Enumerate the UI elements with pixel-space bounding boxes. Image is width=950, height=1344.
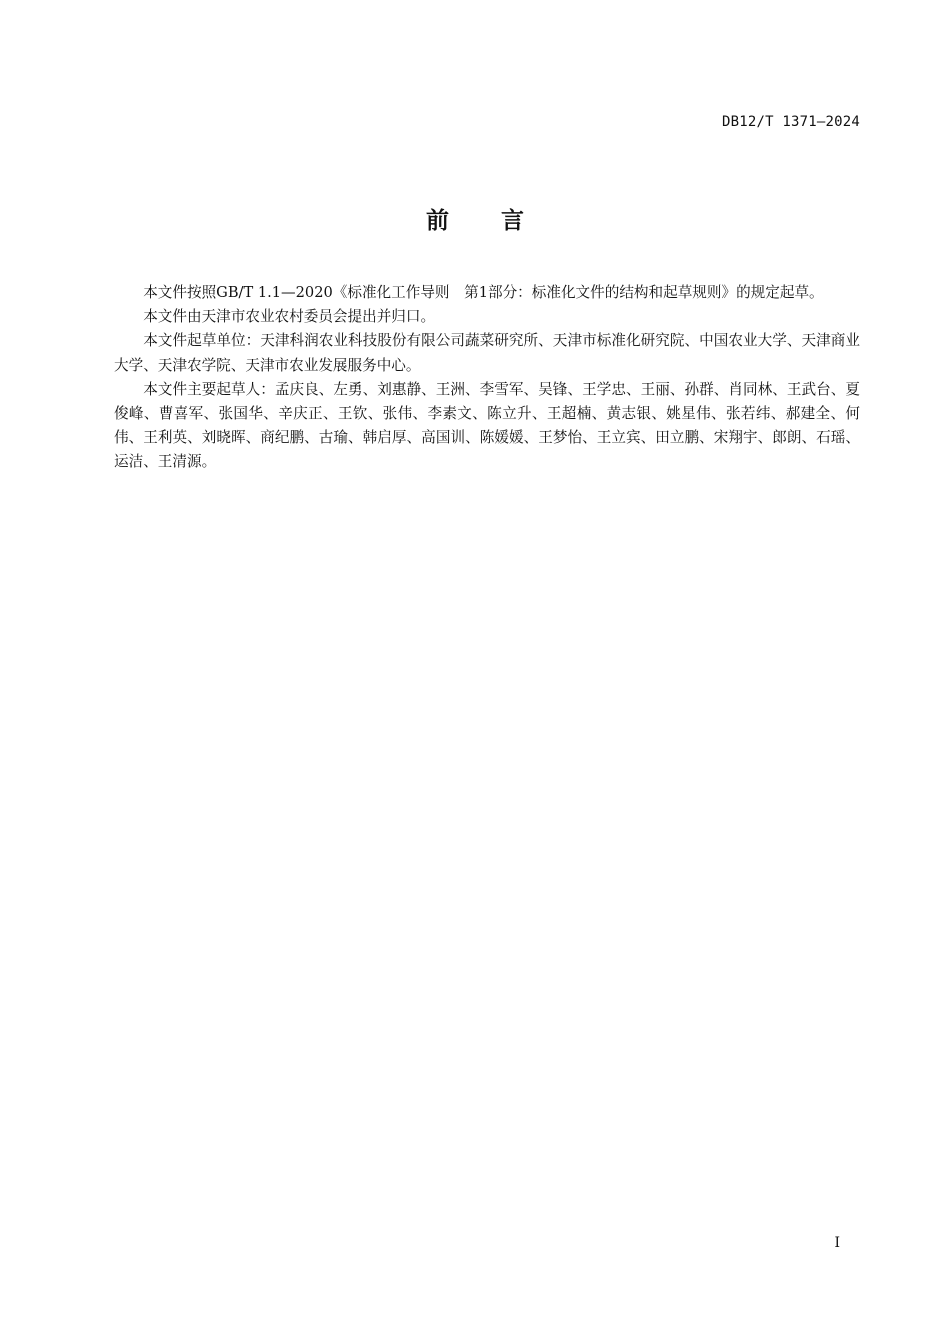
page-number: I (834, 1235, 840, 1251)
title-char-1: 前 (426, 208, 449, 234)
title-char-2: 言 (501, 208, 524, 234)
page-title (0, 202, 950, 235)
paragraph-drafting-rules: 本文件按照GB/T 1.1—2020《标准化工作导则 第1部分：标准化文件的结构和起草规则》的规定起草。 (143, 284, 824, 301)
paragraph-drafters: 本文件主要起草人：孟庆良、左勇、刘惠静、王洲、李雪军、吴锋、王学忠、王丽、孙群、肖同林、王武台、夏俊峰、曹喜军、张国华、辛庆正、王钦、张伟、李素文、陈立升、王超楠、黄志银、姚星伟、张若纬、郝建全、何伟、王利英、刘晓晖、商纪鹏、古瑜、韩启厚、高国训、陈媛媛、王梦怡、王立宾、田立鹏、宋翔宇、郎朗、石瑶、运洁、王清源。 (114, 380, 860, 471)
foreword-body (114, 281, 860, 475)
document-code: DB12/T 1371—2024 (721, 114, 860, 130)
paragraph-proposer: 本文件由天津市农业农村委员会提出并归口。 (143, 308, 436, 326)
paragraph-drafting-units: 本文件起草单位：天津科润农业科技股份有限公司蔬菜研究所、天津市标准化研究院、中国农业大学、天津商业大学、天津农学院、天津市农业发展服务中心。 (114, 332, 860, 374)
